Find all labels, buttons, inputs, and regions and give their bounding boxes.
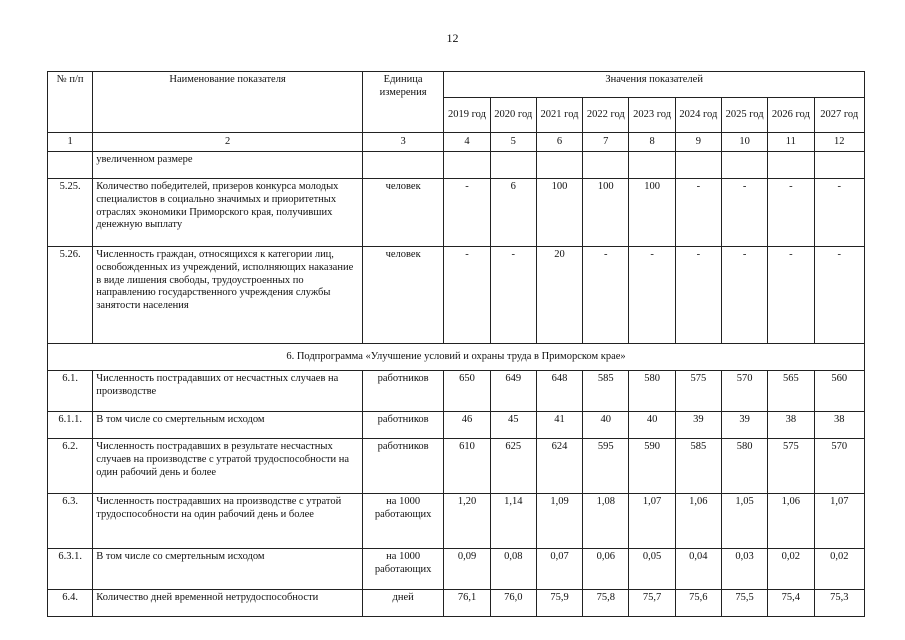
unit-cell: работников: [362, 371, 443, 412]
column-number: 3: [362, 133, 443, 152]
value-cell: 40: [583, 412, 629, 439]
row-number: 6.1.1.: [48, 412, 93, 439]
value-cell: 75,4: [768, 590, 814, 617]
value-cell: 580: [721, 439, 767, 494]
value-cell: 650: [444, 371, 490, 412]
unit-cell: работников: [362, 439, 443, 494]
row-number: 5.25.: [48, 179, 93, 247]
column-number: 10: [721, 133, 767, 152]
unit-cell: на 1000 работающих: [362, 494, 443, 549]
value-cell: 585: [675, 439, 721, 494]
value-cell: [629, 152, 675, 179]
value-cell: 0,02: [814, 549, 865, 590]
value-cell: 0,09: [444, 549, 490, 590]
indicators-table: [47, 71, 865, 617]
indicator-name: Количество победителей, призеров конкурса молодых специалистов в социально значимых и приоритетных отраслях экономики Приморского края, получивших денежную выплату: [93, 179, 363, 247]
value-cell: [444, 152, 490, 179]
value-cell: 100: [583, 179, 629, 247]
table-row: [48, 371, 865, 412]
header-year: 2026 год: [768, 98, 814, 133]
table-row: [48, 549, 865, 590]
value-cell: [814, 152, 865, 179]
value-cell: 38: [814, 412, 865, 439]
header-num: № п/п: [48, 72, 93, 133]
value-cell: 570: [721, 371, 767, 412]
table-row: [48, 179, 865, 247]
value-cell: 45: [490, 412, 536, 439]
value-cell: 1,20: [444, 494, 490, 549]
column-number: 5: [490, 133, 536, 152]
table-row: [48, 412, 865, 439]
value-cell: 0,02: [768, 549, 814, 590]
value-cell: -: [721, 247, 767, 344]
value-cell: 1,08: [583, 494, 629, 549]
unit-cell: работников: [362, 412, 443, 439]
indicator-name: увеличенном размере: [93, 152, 363, 179]
value-cell: [675, 152, 721, 179]
value-cell: -: [629, 247, 675, 344]
value-cell: 0,03: [721, 549, 767, 590]
indicator-name: В том числе со смертельным исходом: [93, 549, 363, 590]
row-number: 6.2.: [48, 439, 93, 494]
row-number: [48, 152, 93, 179]
row-number: 6.3.1.: [48, 549, 93, 590]
column-number: 11: [768, 133, 814, 152]
value-cell: 1,06: [768, 494, 814, 549]
column-number: 6: [536, 133, 582, 152]
indicator-name: Численность пострадавших в результате несчастных случаев на производстве с утратой трудоспособности на один рабочий день и более: [93, 439, 363, 494]
value-cell: [490, 152, 536, 179]
value-cell: 41: [536, 412, 582, 439]
value-cell: 575: [675, 371, 721, 412]
value-cell: 1,07: [814, 494, 865, 549]
value-cell: 76,1: [444, 590, 490, 617]
section-title: 6. Подпрограмма «Улучшение условий и охраны труда в Приморском крае»: [48, 344, 865, 371]
value-cell: 75,5: [721, 590, 767, 617]
value-cell: 1,06: [675, 494, 721, 549]
value-cell: 100: [629, 179, 675, 247]
value-cell: 0,04: [675, 549, 721, 590]
value-cell: 46: [444, 412, 490, 439]
value-cell: -: [444, 247, 490, 344]
header-unit: Единица измерения: [362, 72, 443, 133]
value-cell: -: [814, 179, 865, 247]
value-cell: 100: [536, 179, 582, 247]
unit-cell: человек: [362, 179, 443, 247]
value-cell: 624: [536, 439, 582, 494]
unit-cell: человек: [362, 247, 443, 344]
value-cell: 75,8: [583, 590, 629, 617]
value-cell: 20: [536, 247, 582, 344]
header-year: 2022 год: [583, 98, 629, 133]
value-cell: 595: [583, 439, 629, 494]
value-cell: 0,08: [490, 549, 536, 590]
value-cell: 590: [629, 439, 675, 494]
value-cell: -: [721, 179, 767, 247]
header-year: 2019 год: [444, 98, 490, 133]
row-number: 6.1.: [48, 371, 93, 412]
header-year: 2020 год: [490, 98, 536, 133]
page-number: 12: [446, 31, 459, 45]
value-cell: -: [583, 247, 629, 344]
indicator-name: В том числе со смертельным исходом: [93, 412, 363, 439]
table-row: [48, 590, 865, 617]
header-values-title: Значения показателей: [444, 72, 865, 98]
table-row: [48, 439, 865, 494]
unit-cell: [362, 152, 443, 179]
header-year: 2024 год: [675, 98, 721, 133]
indicator-name: Численность пострадавших на производстве с утратой трудоспособности на один рабочий день и более: [93, 494, 363, 549]
indicator-name: Численность пострадавших от несчастных случаев на производстве: [93, 371, 363, 412]
value-cell: 648: [536, 371, 582, 412]
value-cell: -: [814, 247, 865, 344]
column-number: 9: [675, 133, 721, 152]
value-cell: 575: [768, 439, 814, 494]
value-cell: 75,3: [814, 590, 865, 617]
column-number: 12: [814, 133, 865, 152]
column-number: 4: [444, 133, 490, 152]
row-number: 6.4.: [48, 590, 93, 617]
value-cell: 38: [768, 412, 814, 439]
unit-cell: на 1000 работающих: [362, 549, 443, 590]
value-cell: -: [768, 247, 814, 344]
column-number: 1: [48, 133, 93, 152]
column-number: 2: [93, 133, 363, 152]
value-cell: 585: [583, 371, 629, 412]
header-year: 2023 год: [629, 98, 675, 133]
column-number: 7: [583, 133, 629, 152]
value-cell: -: [675, 247, 721, 344]
header-year: 2021 год: [536, 98, 582, 133]
value-cell: -: [768, 179, 814, 247]
value-cell: 560: [814, 371, 865, 412]
header-year: 2025 год: [721, 98, 767, 133]
value-cell: 75,7: [629, 590, 675, 617]
table-row: [48, 494, 865, 549]
value-cell: 1,09: [536, 494, 582, 549]
value-cell: [536, 152, 582, 179]
value-cell: 39: [721, 412, 767, 439]
value-cell: 0,06: [583, 549, 629, 590]
value-cell: 649: [490, 371, 536, 412]
value-cell: 570: [814, 439, 865, 494]
value-cell: -: [675, 179, 721, 247]
value-cell: [721, 152, 767, 179]
value-cell: 0,05: [629, 549, 675, 590]
value-cell: 40: [629, 412, 675, 439]
value-cell: 0,07: [536, 549, 582, 590]
table-row: [48, 152, 865, 179]
value-cell: 625: [490, 439, 536, 494]
value-cell: [583, 152, 629, 179]
value-cell: 1,14: [490, 494, 536, 549]
value-cell: -: [444, 179, 490, 247]
row-number: 6.3.: [48, 494, 93, 549]
indicator-name: Количество дней временной нетрудоспособности: [93, 590, 363, 617]
value-cell: 565: [768, 371, 814, 412]
value-cell: 76,0: [490, 590, 536, 617]
header-name: Наименование показателя: [93, 72, 363, 133]
header-year: 2027 год: [814, 98, 865, 133]
indicator-name: Численность граждан, относящихся к категории лиц, освобожденных из учреждений, исполняющих наказание в виде лишения свободы, трудоустроенных по направлению государственного учреждения службы занятости населения: [93, 247, 363, 344]
value-cell: 1,07: [629, 494, 675, 549]
value-cell: 580: [629, 371, 675, 412]
row-number: 5.26.: [48, 247, 93, 344]
value-cell: 1,05: [721, 494, 767, 549]
table-row: [48, 247, 865, 344]
value-cell: 610: [444, 439, 490, 494]
value-cell: 6: [490, 179, 536, 247]
value-cell: -: [490, 247, 536, 344]
value-cell: 39: [675, 412, 721, 439]
value-cell: 75,9: [536, 590, 582, 617]
value-cell: [768, 152, 814, 179]
unit-cell: дней: [362, 590, 443, 617]
value-cell: 75,6: [675, 590, 721, 617]
column-number: 8: [629, 133, 675, 152]
